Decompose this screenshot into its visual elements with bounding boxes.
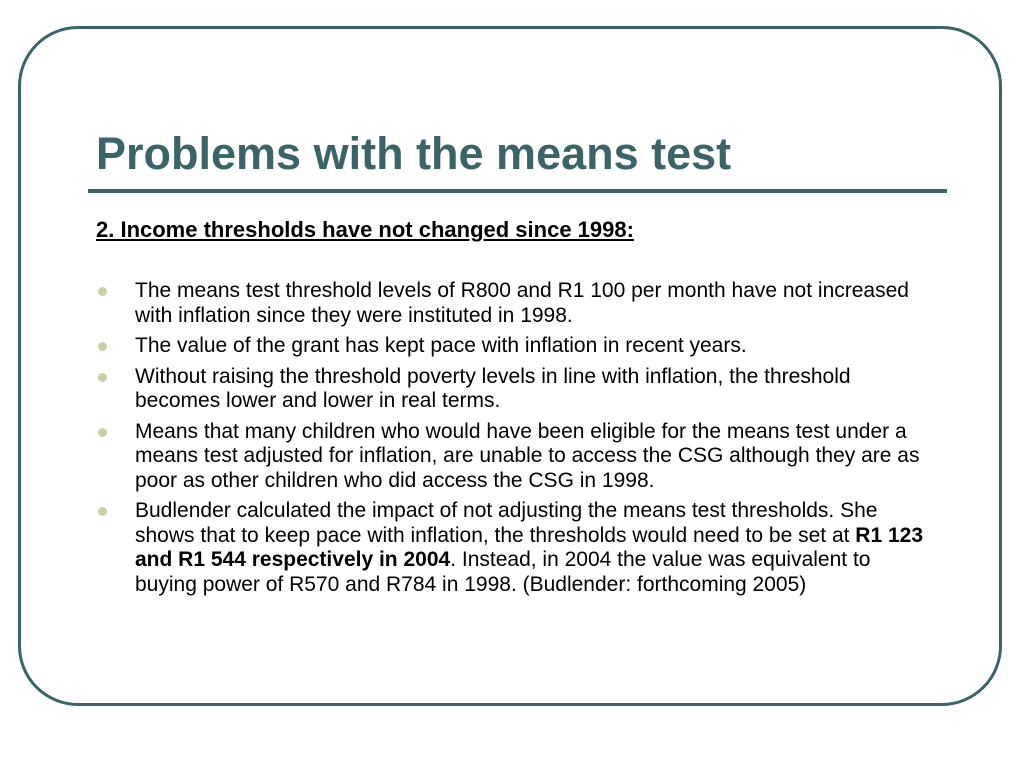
- bullet-dot-icon: [98, 342, 107, 351]
- bullet-text: The value of the grant has kept pace with inflation in recent years.: [135, 334, 747, 357]
- bullet-text: Means that many children who would have been eligible for the means test under a means test adjusted for inflation, are unable to access the CSG although they are as poor as other children who did access the CSG in 1998.: [135, 419, 920, 492]
- slide-title: Problems with the means test: [96, 128, 732, 179]
- bullet-dot-icon: [98, 373, 107, 382]
- bullet-dot-icon: [98, 287, 107, 296]
- bullet-item: [96, 365, 946, 414]
- bullet-item: [96, 334, 946, 359]
- bullet-dot-icon: [98, 507, 107, 516]
- bullet-item: [96, 499, 946, 597]
- bullet-text-part: . Instead, in 2004 the value was equivalent to buying power of R570 and R784 in 1998. (Budlender: forthcoming 2005): [135, 548, 871, 596]
- bullet-text-part: Budlender calculated the impact of not adjusting the means test thresholds. She shows that to keep pace with inflation, the thresholds would need to be set at: [135, 499, 878, 547]
- title-underline-rule: [88, 189, 947, 193]
- section-subheading: 2. Income thresholds have not changed since 1998:: [96, 217, 634, 242]
- bullet-list: [96, 279, 946, 603]
- bullet-text: The means test threshold levels of R800 and R1 100 per month have not increased with inflation since they were instituted in 1998.: [135, 279, 909, 327]
- bullet-item: [96, 420, 946, 494]
- bullet-dot-icon: [98, 428, 107, 437]
- bullet-text: [135, 499, 935, 597]
- bullet-item: [96, 279, 946, 328]
- bullet-bold-highlight: R1 123 and R1 544 respectively in 2004: [135, 523, 924, 571]
- bullet-text: Without raising the threshold poverty levels in line with inflation, the threshold becomes lower and lower in real terms.: [135, 364, 851, 412]
